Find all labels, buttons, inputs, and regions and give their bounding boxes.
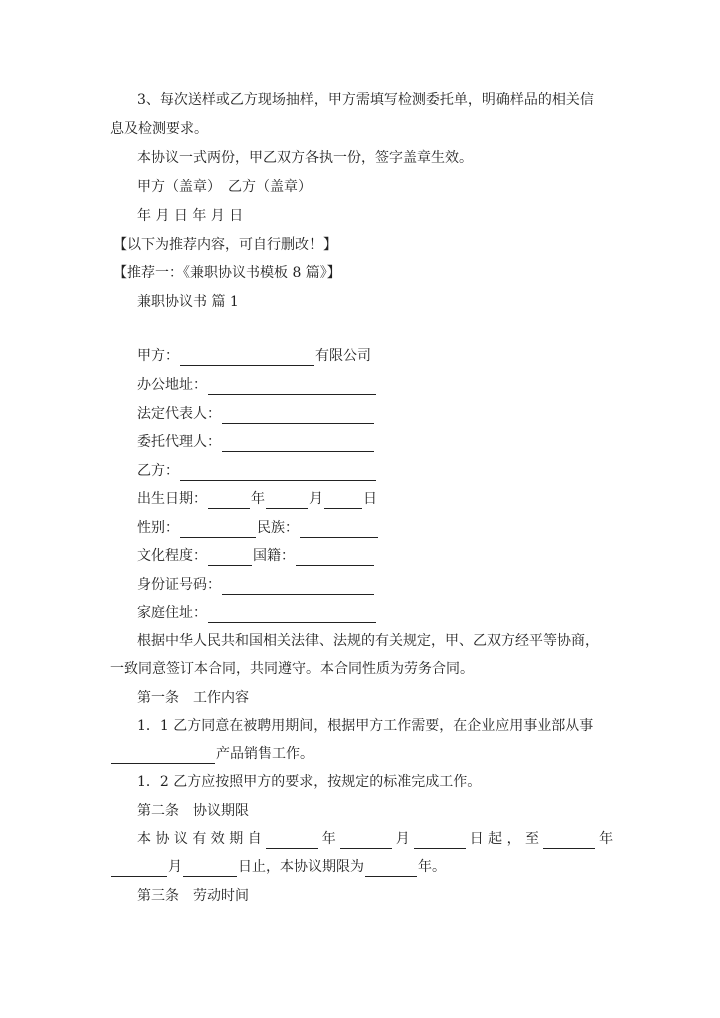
home-address-blank xyxy=(208,606,376,623)
birth-date-field xyxy=(137,489,377,509)
ethnicity-label: 民族： xyxy=(257,520,299,536)
home-address-field xyxy=(137,603,377,623)
product-blank xyxy=(111,747,215,764)
birth-month-blank xyxy=(266,492,308,509)
office-address-blank xyxy=(208,378,376,395)
term-end-year-unit: 年 xyxy=(599,831,614,847)
home-address-label: 家庭住址： xyxy=(137,605,207,621)
birth-year-blank xyxy=(208,492,250,509)
education-label: 文化程度： xyxy=(137,548,207,564)
article-1-1-line-1: 1．1 乙方同意在被聘用期间，根据甲方工作需要，在企业应用事业部从事 xyxy=(137,718,594,734)
term-length-unit: 年。 xyxy=(418,859,446,875)
clause-3-line-2: 息及检测要求。 xyxy=(110,121,208,137)
article-2-title: 第二条 协议期限 xyxy=(137,803,249,819)
nationality-label: 国籍： xyxy=(253,548,295,564)
birth-month-unit: 月 xyxy=(309,491,323,507)
term-length-blank xyxy=(365,860,417,877)
party-a-suffix: 有限公司 xyxy=(315,348,371,364)
party-a-label: 甲方： xyxy=(137,348,179,364)
nationality-blank xyxy=(296,549,374,566)
term-end-year-blank xyxy=(543,832,595,849)
article-2-line-1 xyxy=(137,829,613,849)
birth-year-unit: 年 xyxy=(251,491,265,507)
clause-3-line-1: 3、每次送样或乙方现场抽样，甲方需填写检测委托单，明确样品的相关信 xyxy=(137,92,594,108)
term-start-year-unit: 年 xyxy=(321,831,336,847)
term-from-to: 日 起 ， 至 xyxy=(469,831,540,847)
id-number-label: 身份证号码： xyxy=(137,577,221,593)
agent-field xyxy=(137,432,375,452)
party-a-blank xyxy=(180,349,314,366)
term-end-month-unit: 月 xyxy=(168,859,182,875)
gender-label: 性别： xyxy=(137,520,179,536)
article-heading: 兼职协议书 篇 1 xyxy=(137,294,239,310)
legal-rep-blank xyxy=(222,407,374,424)
gender-ethnicity-field xyxy=(137,518,379,538)
seal-line: 甲方（盖章） 乙方（盖章） xyxy=(137,179,312,195)
legal-rep-field xyxy=(137,404,375,424)
agent-blank xyxy=(222,435,374,452)
birth-day-unit: 日 xyxy=(363,491,377,507)
article-2-line-2 xyxy=(110,857,446,877)
article-3-title: 第三条 劳动时间 xyxy=(137,888,249,904)
party-b-blank xyxy=(180,464,376,481)
recommend-note: 【以下为推荐内容，可自行删改！】 xyxy=(113,237,337,253)
party-a-field xyxy=(137,346,371,366)
education-blank xyxy=(208,549,252,566)
term-start-month-unit: 月 xyxy=(395,831,410,847)
term-start-month-blank xyxy=(340,832,392,849)
ethnicity-blank xyxy=(300,521,378,538)
id-number-field xyxy=(137,575,375,595)
article-1-1-line-2 xyxy=(110,744,314,764)
birth-day-blank xyxy=(324,492,362,509)
education-nationality-field xyxy=(137,546,375,566)
birth-date-label: 出生日期： xyxy=(137,491,207,507)
gender-blank xyxy=(180,521,256,538)
office-address-field xyxy=(137,375,377,395)
article-1-2: 1．2 乙方应按照甲方的要求，按规定的标准完成工作。 xyxy=(137,774,482,790)
term-end-day-blank xyxy=(183,860,237,877)
term-prefix: 本 协 议 有 效 期 自 xyxy=(137,831,262,847)
intro-line-2: 一致同意签订本合同，共同遵守。本合同性质为劳务合同。 xyxy=(110,661,474,677)
office-address-label: 办公地址： xyxy=(137,377,207,393)
party-b-label: 乙方： xyxy=(137,463,179,479)
party-b-field xyxy=(137,461,377,481)
id-number-blank xyxy=(222,578,374,595)
term-start-day-blank xyxy=(414,832,466,849)
intro-line-1: 根据中华人民共和国相关法律、法规的有关规定，甲、乙双方经平等协商， xyxy=(137,633,599,649)
copies-clause: 本协议一式两份，甲乙双方各执一份，签字盖章生效。 xyxy=(137,150,473,166)
date-line: 年 月 日 年 月 日 xyxy=(137,208,244,224)
legal-rep-label: 法定代表人： xyxy=(137,406,221,422)
recommend-title: 【推荐一：《兼职协议书模板 8 篇》】 xyxy=(113,265,341,281)
term-start-year-blank xyxy=(266,832,318,849)
article-1-1-suffix: 产品销售工作。 xyxy=(216,746,314,762)
term-end-month-blank xyxy=(111,860,167,877)
term-end-text: 日止，本协议期限为 xyxy=(238,859,364,875)
agent-label: 委托代理人： xyxy=(137,434,221,450)
article-1-title: 第一条 工作内容 xyxy=(137,690,249,706)
